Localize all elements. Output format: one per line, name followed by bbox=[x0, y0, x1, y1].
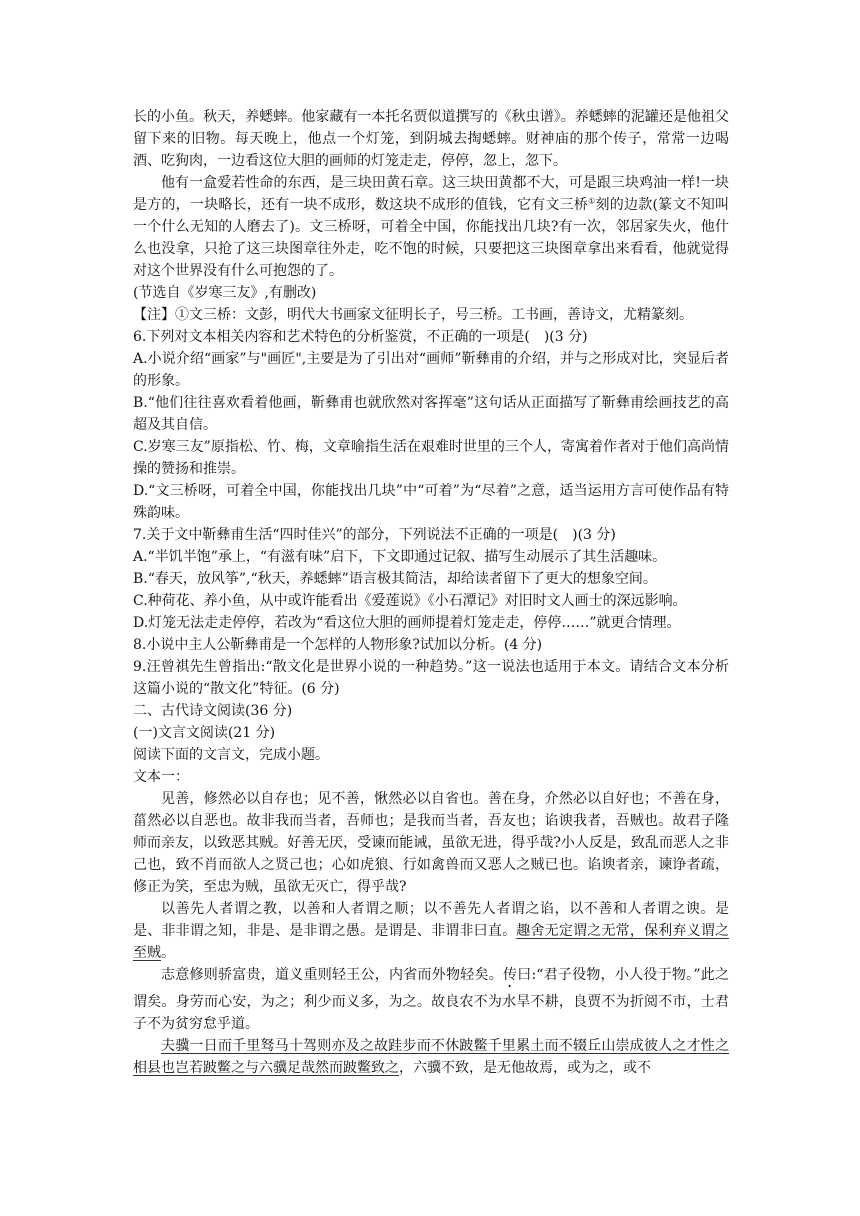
classical-paragraph bbox=[133, 1035, 729, 1079]
question-8: 8.小说中主人公靳彝甫是一个怎样的人物形象?试加以分析。(4 分) bbox=[133, 637, 543, 653]
subsection-title: (一)文言文阅读(21 分) bbox=[133, 725, 276, 741]
text-label: 文本一： bbox=[133, 769, 189, 785]
instruction: 阅读下面的文言文，完成小题。 bbox=[133, 747, 329, 763]
option-7b: B.“春天，放风筝”,“秋天，养蟋蟀”语言极其简洁，却给读者留下了更大的想象空间。 bbox=[133, 571, 657, 587]
footnote-marker: ① bbox=[588, 196, 596, 206]
story-text: 他有一盒爱若性命的东西，是三块田黄石章。这三块田黄都不大，可是跟三块鸡油一样!一块是方的，一块略长，还有一块不成形，数这块不成形的值钱，它有文三桥 bbox=[133, 175, 729, 213]
section-title: 二、古代诗文阅读(36 分) bbox=[133, 703, 293, 719]
footnote: 【注】①文三桥：文彭，明代大书画家文征明长子，号三桥。工书画，善诗文，尤精篆刻。 bbox=[133, 307, 693, 323]
classical-paragraph bbox=[133, 898, 729, 964]
question-9: 9.汪曾祺先生曾指出:“散文化是世界小说的一种趋势。”这一说法也适用于本文。请结合文本分析这篇小说的“散文化”特征。(6 分) bbox=[133, 659, 729, 697]
story-paragraph bbox=[133, 172, 729, 282]
classical-text: 志意修则骄富贵，道义重则轻王公，内省而外物轻矣。 bbox=[161, 967, 503, 983]
classical-text: ，六骥不致，是无他故焉，或为之，或不 bbox=[399, 1060, 651, 1076]
story-paragraph: 长的小鱼。秋天，养蟋蟀。他家藏有一本托名贾似道撰写的《秋虫谱》。养蟋蟀的泥罐还是他祖父留下来的旧物。每天晚上，他点一个灯笼，到阴城去掏蟋蟀。财神庙的那个传子，常常一边喝酒、吃狗肉，一边看这位大胆的画师的灯笼走走，停停，忽上，忽下。 bbox=[133, 109, 729, 169]
dotted-character: 传 bbox=[502, 967, 518, 983]
option-6d: D.“文三桥呀，可着全中国，你能找出几块”中“可着”为“尽着”之意，适当运用方言可使作品有特殊韵味。 bbox=[133, 483, 729, 521]
option-7c: C.种荷花、养小鱼，从中或许能看出《爱莲说》《小石潭记》对旧时文人画士的深远影响。 bbox=[133, 593, 687, 609]
classical-text: 以善先人者谓之教，以善和人者谓之顺；以不善先人者谓之谄，以不善和人者谓之谀。是是、非非谓之知，非是、是非谓之愚。是谓是、非谓非曰直。 bbox=[133, 901, 729, 939]
question-7: 7.关于文中靳彝甫生活“四时佳兴”的部分，下列说法不正确的一项是( )(3 分) bbox=[133, 527, 616, 543]
story-text: 刻的边款(篆文不知叫一个什么无知的人磨去了)。文三桥呀，可着全中国，你能找出几块?有一次，邻居家失火，他什么也没拿，只抢了这三块图章往外走，吃不饱的时候，只要把这三块图章拿出来看看，他就觉得对这个世界没有什么可抱怨的了。 bbox=[133, 197, 730, 279]
classical-paragraph bbox=[133, 964, 729, 1035]
source-line: (节选自《岁寒三友》,有删改) bbox=[133, 285, 317, 301]
option-7d: D.灯笼无法走走停停，若改为“看这位大胆的画师提着灯笼走走，停停……”就更合情理。 bbox=[133, 615, 681, 631]
underlined-sentence: 夫骥一日而千里驽马十驾则亦及之故跬步而不休跛鳖千里累土而不辍丘山崇成彼人之才性之相县也岂若跛鳖之与六骥足哉然而跛鳖致之 bbox=[133, 1038, 729, 1076]
classical-text: 。 bbox=[161, 945, 175, 961]
document-page bbox=[133, 106, 729, 1079]
option-6c: C.岁寒三友”原指松、竹、梅，文章喻指生活在艰难时世里的三个人，寄寓着作者对于他们高尚情操的赞扬和推崇。 bbox=[133, 439, 729, 477]
classical-text: 曰:“君子役物，小人役于物。”此之谓矣。身劳而心安，为之；利少而义多，为之。故良农不为水旱不耕，良贾不为折阅不市，士君子不为贫穷怠乎道。 bbox=[133, 967, 730, 1032]
underlined-sentence: 趣舍无定谓之无常，保利弃义谓之至贼 bbox=[133, 923, 730, 961]
classical-paragraph: 见善，修然必以自存也；见不善，愀然必以自省也。善在身，介然必以自好也；不善在身，菑然必以自恶也。故非我而当者，吾师也；是我而当者，吾友也；谄谀我者，吾贼也。故君子隆师而亲友，以致恶其贼。好善无厌，受谏而能诫，虽欲无进，得乎哉?小人反是，致乱而恶人之非己也，致不肖而欲人之贤己也；心如虎狼、行如禽兽而又恶人之贼已也。谄谀者亲，谏诤者疏，修正为笑，至忠为贼，虽欲无灭亡，得乎哉? bbox=[133, 791, 729, 895]
option-7a: A.“半饥半饱”承上，“有滋有味”启下，下文即通过记叙、描写生动展示了其生活趣味。 bbox=[133, 549, 667, 565]
question-6: 6.下列对文本相关内容和艺术特色的分析鉴赏，不正确的一项是( )(3 分) bbox=[133, 329, 588, 345]
option-6b: B.“他们往往喜欢看着他画，靳彝甫也就欣然对客挥毫”这句话从正面描写了靳彝甫绘画技艺的高超及其自信。 bbox=[133, 395, 729, 433]
option-6a: A.小说介绍“画家”与"画匠",主要是为了引出对“画师”靳彝甫的介绍，并与之形成对比，突显后者的形象。 bbox=[133, 351, 729, 389]
